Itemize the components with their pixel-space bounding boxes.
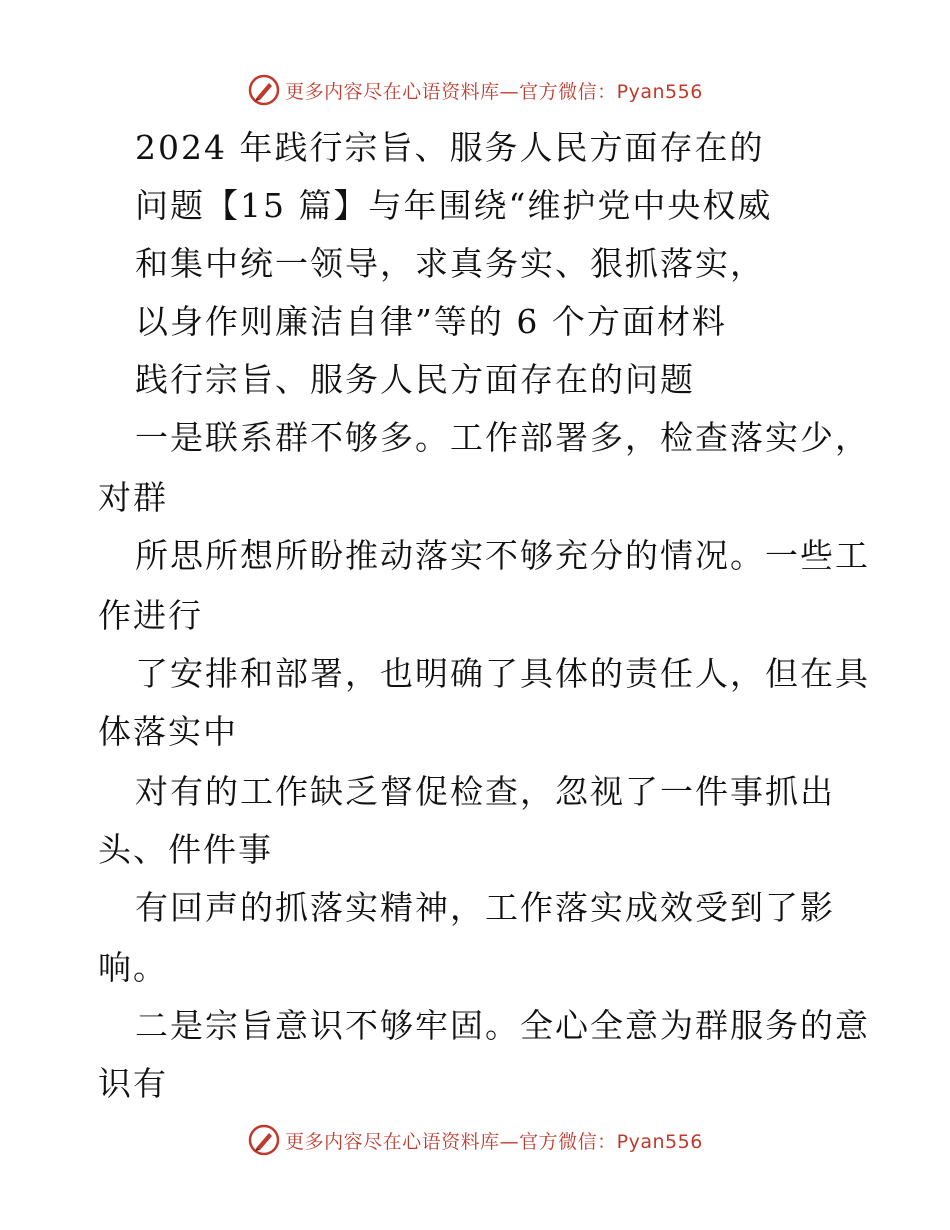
paragraph-line: 体落实中 xyxy=(98,712,238,751)
section-heading: 践行宗旨、服务人民方面存在的问题 xyxy=(135,360,695,399)
title-line-3: 和集中统一领导，求真务实、狠抓落实， xyxy=(135,244,765,283)
paragraph-line: 二是宗旨意识不够牢固。全心全意为群服务的意 xyxy=(135,1006,870,1045)
title-line-4: 以身作则廉洁自律”等的 6 个方面材料 xyxy=(135,302,727,341)
paragraph-line: 对群 xyxy=(98,478,168,517)
header-watermark xyxy=(0,70,950,110)
paragraph-line: 所思所想所盼推动落实不够充分的情况。一些工 xyxy=(135,536,870,575)
paragraph-line: 响。 xyxy=(98,948,168,987)
paragraph-line: 有回声的抓落实精神，工作落实成效受到了影 xyxy=(135,888,835,927)
paragraph-line: 识有 xyxy=(98,1064,168,1103)
title-line-1: 2024 年践行宗旨、服务人民方面存在的 xyxy=(135,128,765,167)
paragraph-line: 一是联系群不够多。工作部署多，检查落实少， xyxy=(135,418,870,457)
paragraph-line: 了安排和部署，也明确了具体的责任人，但在具 xyxy=(135,654,870,693)
pen-circle-logo-icon xyxy=(247,73,281,107)
pen-circle-logo-icon xyxy=(247,1123,281,1157)
paragraph-line: 作进行 xyxy=(98,596,203,635)
title-line-2: 问题【15 篇】与年围绕“维护党中央权威 xyxy=(135,186,773,225)
watermark-text: 更多内容尽在心语资料库—官方微信：Pyan556 xyxy=(285,1130,703,1153)
paragraph-line: 头、件件事 xyxy=(98,830,273,869)
footer-watermark xyxy=(0,1120,950,1160)
paragraph-line: 对有的工作缺乏督促检查，忽视了一件事抓出 xyxy=(135,772,835,811)
watermark-text: 更多内容尽在心语资料库—官方微信：Pyan556 xyxy=(285,80,703,103)
